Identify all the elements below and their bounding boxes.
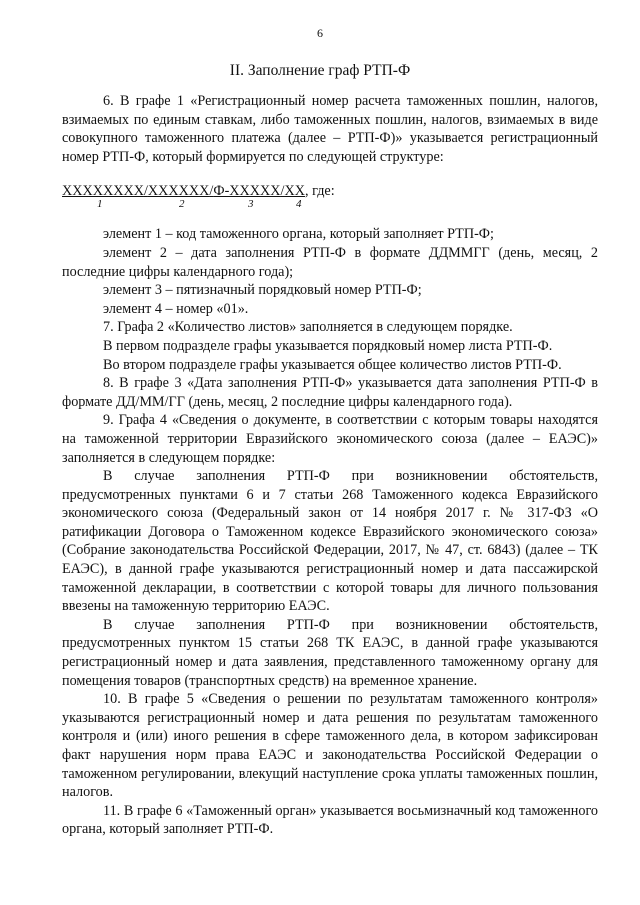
structure-part-3: Ф-XXXXX xyxy=(213,183,281,200)
structure-element-labels xyxy=(62,199,598,225)
paragraph-9-case-1: В случае заполнения РТП-Ф при возникновении обстоятельств, предусмотренных пунктами 6 и 7 статьи 268 Таможенного кодекса Евразийского экономического союза (Федеральный закон от 14 ноября 2017 г. № 317-ФЗ «О ратификации Договора о Таможенном кодексе Евразийского экономического союза» (Собрание законодательства Российской Федерации, 2017, № 47, ст. 6843) (далее – ТК ЕАЭС), в данной графе указываются регистрационный номер и дата пассажирской таможенной декларации, в соответствии с которой товары для личного пользования ввезены на таможенную территорию ЕАЭС. xyxy=(62,468,598,615)
paragraph-7: 7. Графа 2 «Количество листов» заполняется в следующем порядке. xyxy=(103,319,513,336)
section-heading: II. Заполнение граф РТП-Ф xyxy=(229,62,411,79)
paragraph-8: 8. В графе 3 «Дата заполнения РТП-Ф» указывается дата заполнения РТП-Ф в формате ДД/ММ/ГГ (день, месяц, 2 последние цифры календарного года). xyxy=(62,375,598,410)
element-4-description: элемент 4 – номер «01». xyxy=(103,300,249,317)
paragraph-10: 10. В графе 5 «Сведения о решении по результатам таможенного контроля» указываются регистрационный номер и дата решения по результатам таможенного контроля и (или) иного решения в сфере таможенного дела, в котором зафиксирован факт нарушения норм права ЕАЭС и законодательства Российской Федерации о таможенном регулировании, влекущий наступление срока уплаты таможенных пошлин, налогов. xyxy=(62,691,598,801)
structure-suffix: , где: xyxy=(304,183,335,200)
element-label-3: 3 xyxy=(248,198,254,211)
paragraph-9: 9. Графа 4 «Сведения о документе, в соответствии с которым товары находятся на таможенной территории Евразийского экономического союза (далее – ЕАЭС)» заполняется в следующем порядке: xyxy=(62,412,598,466)
paragraph-9-case-2: В случае заполнения РТП-Ф при возникновении обстоятельств, предусмотренных пунктом 15 статьи 268 ТК ЕАЭС, в данной графе указываются регистрационный номер и дата заявления, представленного таможенному органу для помещения товаров (транспортных средств) на временное хранение. xyxy=(62,616,598,689)
element-3-description: элемент 3 – пятизначный порядковый номер РТП-Ф; xyxy=(103,282,422,299)
number-structure xyxy=(62,183,598,199)
element-label-4: 4 xyxy=(296,198,302,211)
paragraph-7-second-subsection: Во втором подразделе графы указывается общее количество листов РТП-Ф. xyxy=(103,356,562,373)
element-2-description: элемент 2 – дата заполнения РТП-Ф в формате ДДММГГ (день, месяц, 2 последние цифры календарного года); xyxy=(62,244,598,280)
structure-part-1: XXXXXXXX xyxy=(62,183,144,200)
structure-separator: / xyxy=(143,183,148,200)
element-label-1: 1 xyxy=(97,198,103,211)
paragraph-11: 11. В графе 6 «Таможенный орган» указывается восьмизначный код таможенного органа, который заполняет РТП-Ф. xyxy=(62,802,598,838)
structure-separator: / xyxy=(209,183,214,200)
structure-part-2: XXXXXX xyxy=(147,183,210,200)
page-number: 6 xyxy=(317,26,323,40)
structure-part-4: XX xyxy=(284,183,305,200)
paragraph-6: 6. В графе 1 «Регистрационный номер расчета таможенных пошлин, налогов, взимаемых по единым ставкам, либо таможенных пошлин, налогов, взимаемых в виде совокупного таможенного платежа (далее – РТП-Ф)» указывается регистрационный номер РТП-Ф, который формируется по следующей структуре: xyxy=(62,93,598,165)
element-1-description: элемент 1 – код таможенного органа, который заполняет РТП-Ф; xyxy=(103,226,494,243)
element-label-2: 2 xyxy=(179,198,185,211)
document-body xyxy=(62,92,598,839)
paragraph-7-first-subsection: В первом подразделе графы указывается порядковый номер листа РТП-Ф. xyxy=(103,337,553,354)
structure-separator: / xyxy=(280,183,285,200)
